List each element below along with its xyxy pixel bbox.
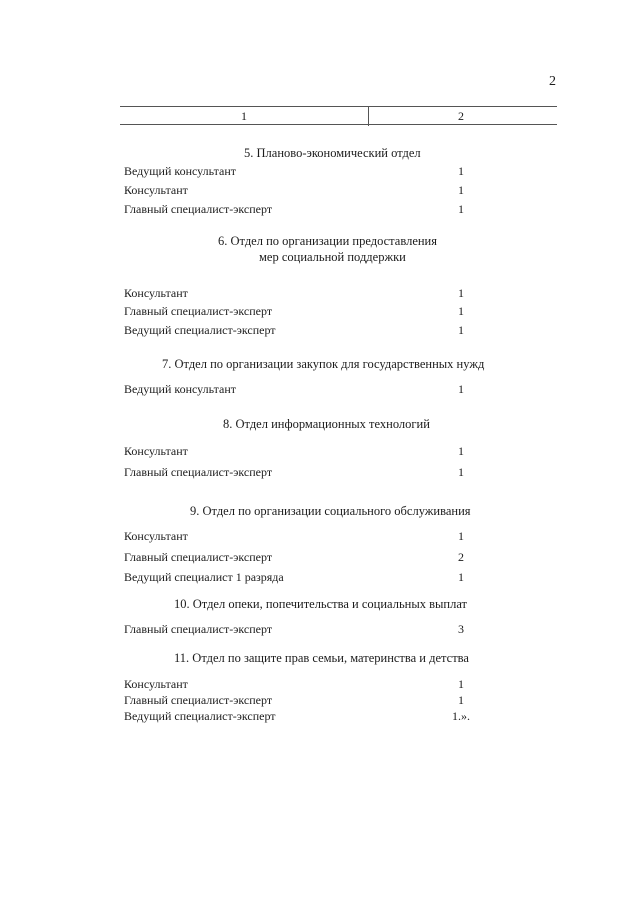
position-label: Консультант bbox=[124, 529, 188, 543]
position-label: Ведущий консультант bbox=[124, 164, 237, 178]
position-label: Главный специалист-эксперт bbox=[124, 465, 273, 479]
position-count: 1 bbox=[458, 529, 464, 543]
table-header-col1: 1 bbox=[241, 109, 247, 123]
position-label: Главный специалист-эксперт bbox=[124, 304, 273, 318]
position-label: Консультант bbox=[124, 183, 188, 197]
page-number: 2 bbox=[549, 74, 556, 89]
position-label: Главный специалист-эксперт bbox=[124, 693, 273, 707]
position-count: 1 bbox=[458, 164, 464, 178]
table-header-bottom-rule bbox=[120, 124, 557, 125]
section-heading: 5. Планово-экономический отдел bbox=[244, 146, 421, 160]
position-count: 1 bbox=[458, 444, 464, 458]
position-count: 1 bbox=[458, 465, 464, 479]
position-count: 3 bbox=[458, 622, 464, 636]
position-count: 1 bbox=[458, 677, 464, 691]
section-heading: 10. Отдел опеки, попечительства и социальных выплат bbox=[174, 597, 468, 611]
position-label: Главный специалист-эксперт bbox=[124, 202, 273, 216]
position-count: 1 bbox=[458, 323, 464, 337]
section-heading: 6. Отдел по организации предоставления bbox=[218, 234, 438, 248]
table-header-column-divider bbox=[368, 106, 369, 126]
position-count: 1 bbox=[458, 382, 464, 396]
position-count: 2 bbox=[458, 550, 464, 564]
position-count: 1 bbox=[458, 693, 464, 707]
position-count: 1.». bbox=[452, 709, 470, 723]
position-label: Ведущий консультант bbox=[124, 382, 237, 396]
position-label: Ведущий специалист-эксперт bbox=[124, 323, 276, 337]
section-heading: 11. Отдел по защите прав семьи, материнства и детства bbox=[174, 651, 469, 665]
position-label: Главный специалист-эксперт bbox=[124, 550, 273, 564]
section-heading: 8. Отдел информационных технологий bbox=[223, 417, 430, 431]
position-count: 1 bbox=[458, 183, 464, 197]
position-label: Консультант bbox=[124, 677, 188, 691]
position-label: Консультант bbox=[124, 444, 188, 458]
table-header-top-rule bbox=[120, 106, 557, 107]
section-heading: 7. Отдел по организации закупок для государственных нужд bbox=[162, 357, 485, 371]
section-heading: 9. Отдел по организации социального обслуживания bbox=[190, 504, 471, 518]
position-count: 1 bbox=[458, 304, 464, 318]
position-label: Ведущий специалист-эксперт bbox=[124, 709, 276, 723]
section-heading-line2: мер социальной поддержки bbox=[259, 250, 406, 264]
position-count: 1 bbox=[458, 202, 464, 216]
position-label: Ведущий специалист 1 разряда bbox=[124, 570, 284, 584]
table-header-col2: 2 bbox=[458, 109, 464, 123]
position-label: Консультант bbox=[124, 286, 188, 300]
position-count: 1 bbox=[458, 570, 464, 584]
position-label: Главный специалист-эксперт bbox=[124, 622, 273, 636]
position-count: 1 bbox=[458, 286, 464, 300]
